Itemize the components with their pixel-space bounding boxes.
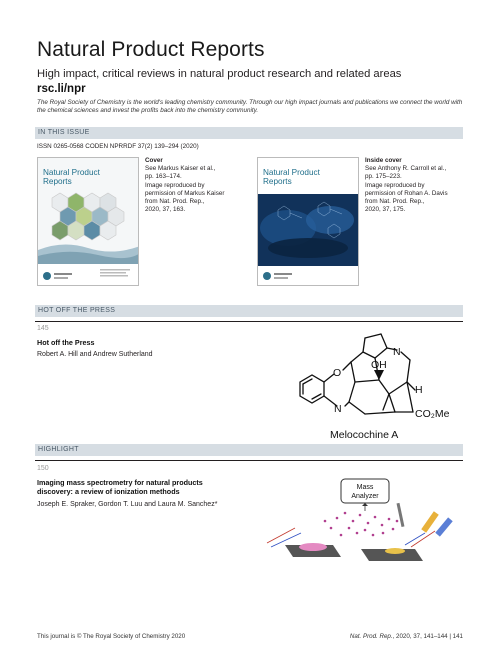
ionization-schematic-figure (265, 473, 465, 563)
cover-caption-line: See Markus Kaiser et al., (145, 165, 216, 173)
cover-caption-line: See Anthony R. Carroll et al., (365, 165, 447, 173)
highlight-title[interactable] (37, 478, 203, 496)
footer-page-info: , 2020, 37, 141–144 | 141 (392, 633, 463, 640)
inside-cover-thumb-title-2: Reports (263, 177, 292, 186)
footer-journal: Nat. Prod. Rep. (349, 633, 393, 640)
highlight-bar: HIGHLIGHT (35, 444, 463, 456)
article-page-number: 145 (37, 325, 49, 332)
cover-caption-line: from Nat. Prod. Rep., (145, 198, 205, 206)
cover-caption-line: Image reproduced by (145, 181, 205, 189)
cover-artwork (38, 158, 139, 286)
article-page-number: 150 (37, 465, 49, 472)
footer-copyright: This journal is © The Royal Society of Chemistry 2020 (37, 633, 186, 640)
inside-cover-caption (365, 157, 477, 214)
hot-off-the-press-bar: HOT OFF THE PRESS (35, 305, 463, 317)
inside-cover-image[interactable] (257, 157, 359, 286)
footer-citation (350, 633, 463, 640)
atom-label-o: O (333, 367, 342, 379)
wedge-bond (374, 370, 384, 380)
cover-caption-line: 2020, 37, 163. (145, 206, 186, 214)
mass-analyzer-label: Mass (356, 484, 374, 491)
highlight-authors: Joseph E. Spraker, Gordon T. Luu and Laura M. Sanchez* (37, 501, 218, 508)
emitter-needle (421, 511, 439, 532)
inside-cover-artwork (258, 158, 359, 286)
cover-caption-line: pp. 163–174. (145, 173, 182, 181)
journal-subtitle: High impact, critical reviews in natural product research and related areas (37, 68, 402, 80)
inside-cover-thumb-title-1: Natural Product (263, 168, 320, 177)
mass-analyzer-label: Analyzer (351, 493, 379, 500)
atom-label-oh: OH (371, 359, 387, 371)
probe (397, 503, 405, 527)
cover-caption-line: Image reproduced by (365, 181, 425, 189)
highlight-title-line: Imaging mass spectrometry for natural products (37, 478, 203, 487)
atom-label-ester: CO₂Me (415, 408, 450, 420)
journal-title: Natural Product Reports (37, 38, 265, 61)
cover-caption (145, 157, 257, 214)
emitter-needle (435, 517, 452, 536)
article-title[interactable]: Hot off the Press (37, 338, 95, 347)
cover-heading: Cover (145, 157, 163, 164)
cover-caption-line: pp. 175–223. (365, 173, 402, 181)
in-this-issue-bar: IN THIS ISSUE (35, 127, 463, 139)
cover-caption-line: from Nat. Prod. Rep., (365, 198, 425, 206)
atom-label-n: N (334, 403, 342, 415)
rsc-blurb: The Royal Society of Chemistry is the world's leading chemistry community. Through our high impact journals and publications we connect the world with the chemical sciences and invest the profits back into the chemistry community. (37, 99, 463, 115)
atom-label-n: N (393, 346, 401, 358)
issn-line: ISSN 0265-0568 CODEN NPRRDF 37(2) 139–294 (2020) (37, 143, 199, 150)
highlight-title-line: discovery: a review of ionization methods (37, 487, 180, 497)
divider (35, 321, 463, 322)
atom-label-h: H (415, 384, 423, 396)
compound-name: Melocochine A (330, 429, 399, 441)
cover-thumb-title-2: Reports (43, 177, 72, 186)
melocochine-structure-figure (285, 330, 460, 442)
cover-thumb-title-1: Natural Product (43, 168, 100, 177)
cover-caption-line: 2020, 37, 175. (365, 206, 406, 214)
cover-caption-line: permission of Rohan A. Davis (365, 189, 448, 197)
inside-cover-heading: Inside cover (365, 157, 402, 164)
journal-url[interactable]: rsc.li/npr (37, 83, 86, 95)
cover-image[interactable] (37, 157, 139, 286)
divider (35, 460, 463, 461)
cover-caption-line: permission of Markus Kaiser (145, 189, 225, 197)
article-authors: Robert A. Hill and Andrew Sutherland (37, 351, 153, 358)
